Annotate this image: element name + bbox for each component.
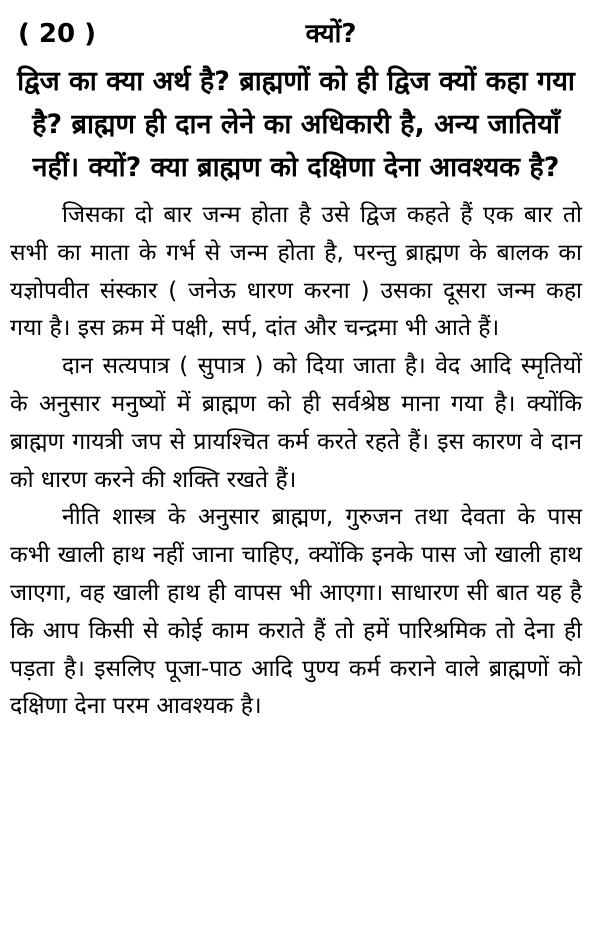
chapter-title: क्यों? bbox=[305, 19, 357, 49]
page-number: ( 20 ) bbox=[18, 19, 97, 49]
page-header bbox=[10, 14, 582, 54]
body-paragraph-2: दान सत्यपात्र ( सुपात्र ) को दिया जाता है। वेद आदि स्मृतियों के अनुसार मनुष्यों में ब्राह्मण को ही सर्वश्रेष्ठ माना गया है। क्योंकि ब्राह्मण गायत्री जप से प्रायश्चित कर्म करते रहते हैं। इस कारण वे दान को धारण करने की शक्ति रखते हैं। bbox=[10, 353, 582, 493]
question-heading: द्विज का क्या अर्थ है? ब्राह्मणों को ही द्विज क्यों कहा गया है? ब्राह्मण ही दान लेने का अधिकारी है, अन्य जातियाँ नहीं। क्यों? क्या ब्राह्मण को दक्षिणा देना आवश्यक है? bbox=[17, 66, 575, 183]
body-paragraph-1: जिसका दो बार जन्म होता है उसे द्विज कहते हैं एक बार तो सभी का माता के गर्भ से जन्म होता है, परन्तु ब्राह्मण के बालक का यज्ञोपवीत संस्कार ( जनेऊ धारण करना ) उसका दूसरा जन्म कहा गया है। इस क्रम में पक्षी, सर्प, दांत और चन्द्रमा भी आते हैं। bbox=[10, 202, 582, 342]
body-paragraph-3: नीति शास्त्र के अनुसार ब्राह्मण, गुरुजन तथा देवता के पास कभी खाली हाथ नहीं जाना चाहिए, क्योंकि इनके पास जो खाली हाथ जाएगा, वह खाली हाथ ही वापस भी आएगा। साधारण सी बात यह है कि आप किसी से कोई काम कराते हैं तो हमें पारिश्रमिक तो देना ही पड़ता है। इसलिए पूजा-पाठ आदि पुण्य कर्म कराने वाले ब्राह्मणों को दक्षिणा देना परम आवश्यक है। bbox=[10, 504, 582, 720]
